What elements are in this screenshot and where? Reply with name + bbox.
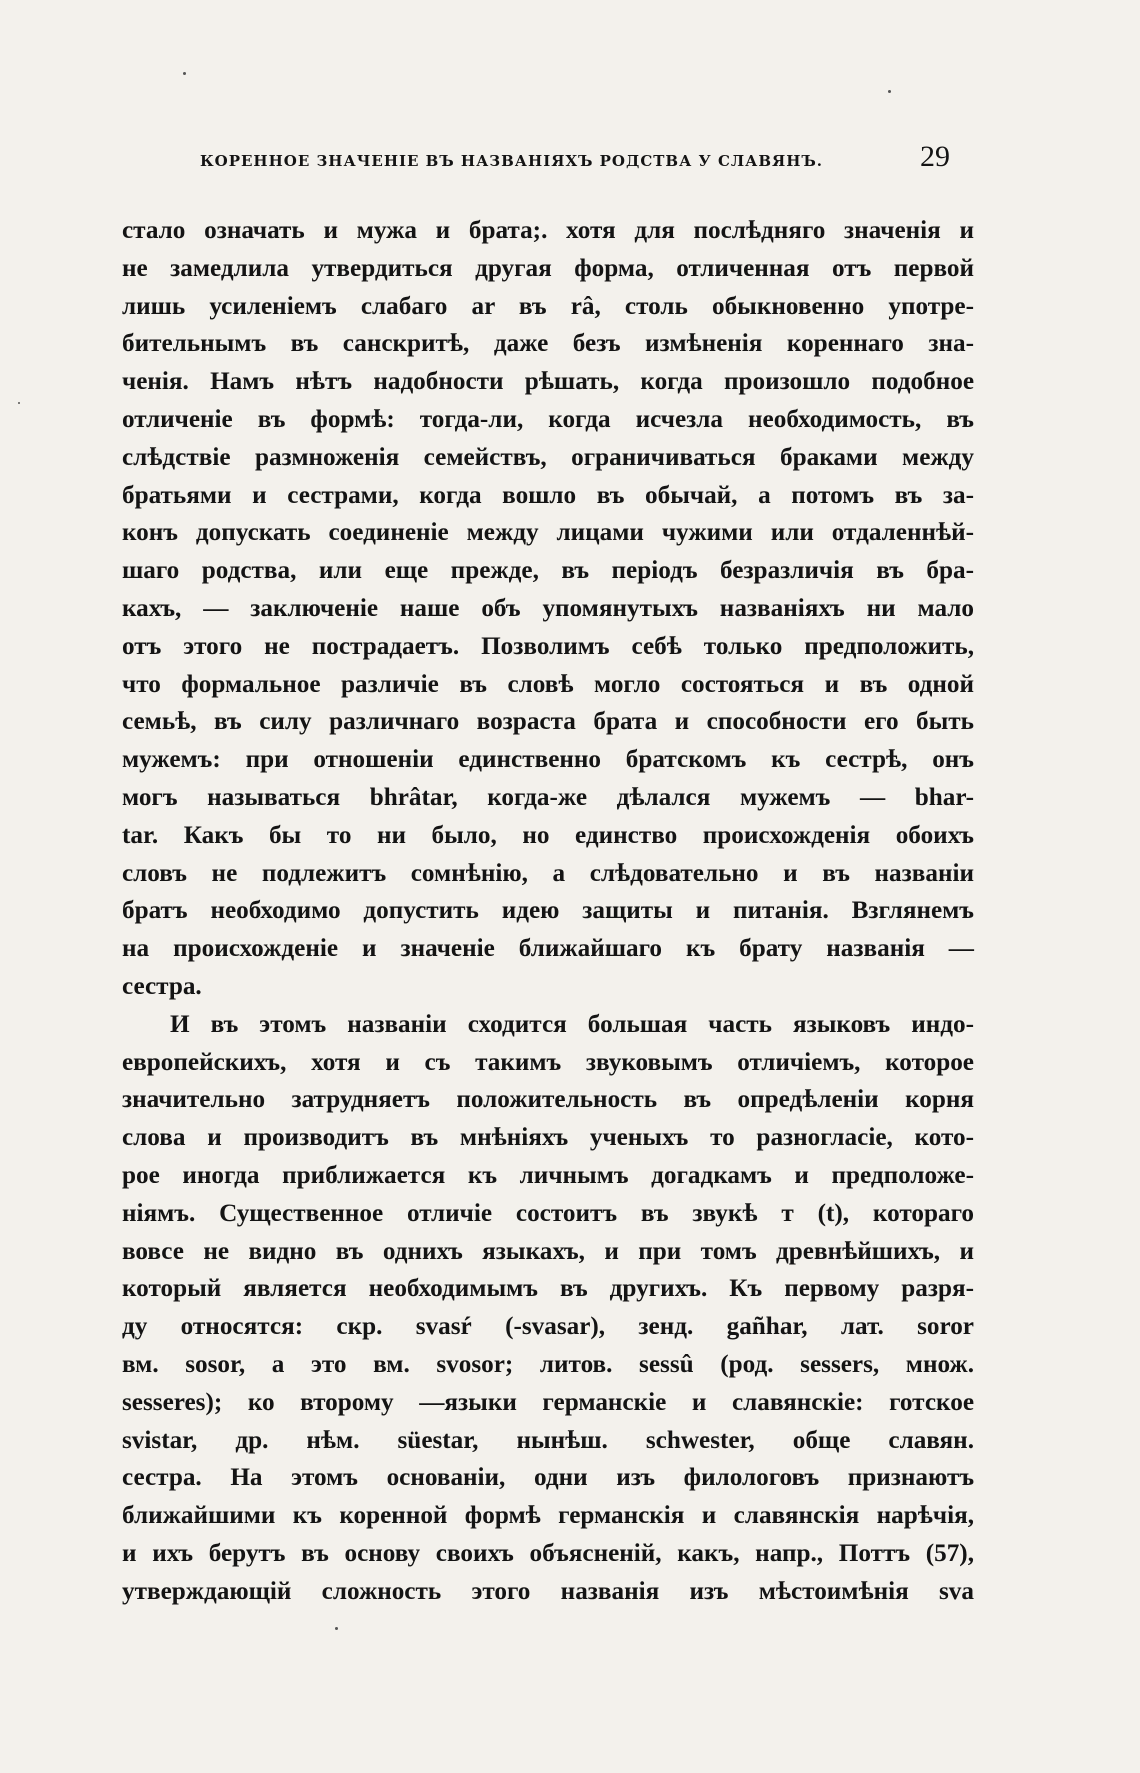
text-line: братьями и сестрами, когда вошло въ обычай, а потомъ въ за- bbox=[122, 481, 974, 509]
text-line: что формальное различіе въ словѣ могло состояться и въ одной bbox=[122, 670, 974, 698]
text-line: шаго родства, или еще прежде, въ періодъ безразличія въ бра- bbox=[122, 557, 974, 585]
text-line: стало означать и мужа и брата;. хотя для послѣдняго значенія и bbox=[122, 217, 974, 244]
text-line: слѣдствіе размноженія семействъ, ограничиваться браками между bbox=[122, 443, 974, 471]
text-line: братъ необходимо допустить идею защиты и питанія. Взглянемъ bbox=[122, 897, 974, 925]
text-line: вм. sosor, а это вм. svosor; литов. sessû (род. sessers, множ. bbox=[122, 1350, 974, 1378]
text-line: сестра. На этомъ основаніи, одни изъ филологовъ признаютъ bbox=[122, 1464, 974, 1492]
scan-speck bbox=[888, 90, 891, 93]
page-header bbox=[200, 140, 950, 174]
text-line: svistar, др. нѣм. süestar, нынѣш. schwester, обще славян. bbox=[122, 1426, 974, 1454]
text-line: ду относятся: скр. svasŕ (-svasar), зенд. gañhar, лат. soror bbox=[122, 1313, 974, 1341]
text-line: вовсе не видно въ однихъ языкахъ, и при томъ древнѣйшихъ, и bbox=[122, 1237, 974, 1265]
text-line: ніямъ. Существенное отличіе состоитъ въ звукѣ т (t), котораго bbox=[122, 1199, 974, 1227]
scan-speck bbox=[335, 1627, 338, 1630]
paragraph-start-line: И въ этомъ названіи сходится большая часть языковъ индо- bbox=[170, 1010, 974, 1038]
page-number: 29 bbox=[920, 140, 950, 173]
text-line: европейскихъ, хотя и съ такимъ звуковымъ отличіемъ, которое bbox=[122, 1048, 974, 1076]
text-line: рое иногда приближается къ личнымъ догадкамъ и предположе- bbox=[122, 1161, 974, 1189]
text-line: сестра. bbox=[122, 972, 202, 1000]
text-line: лишь усиленіемъ слабаго ar въ râ, столь обыкновенно употре- bbox=[122, 292, 974, 320]
text-line: который является необходимымъ въ другихъ. Къ первому разря- bbox=[122, 1275, 974, 1303]
text-line: значительно затрудняетъ положительность въ опредѣленіи корня bbox=[122, 1086, 974, 1114]
text-line: и ихъ берутъ въ основу своихъ объясненій, какъ, напр., Поттъ (57), bbox=[122, 1539, 974, 1567]
text-line: tar. Какъ бы то ни было, но единство происхожденія обоихъ bbox=[122, 821, 974, 849]
text-line: sesseres); ко второму —языки германскіе и славянскіе: готское bbox=[122, 1388, 974, 1416]
page-body bbox=[122, 212, 974, 1610]
text-line: бительнымъ въ санскритѣ, даже безъ измѣненія кореннаго зна- bbox=[122, 330, 974, 358]
text-line: слова и производитъ въ мнѣніяхъ ученыхъ то разногласіе, кото- bbox=[122, 1124, 974, 1152]
text-line: ближайшими къ коренной формѣ германскія и славянскія нарѣчія, bbox=[122, 1502, 974, 1530]
scan-speck bbox=[18, 402, 20, 404]
text-line: мужемъ: при отношеніи единственно братскомъ къ сестрѣ, онъ bbox=[122, 746, 974, 774]
text-line: отъ этого не пострадаетъ. Позволимъ себѣ только предположить, bbox=[122, 632, 974, 660]
text-line: могъ называться bhrâtar, когда-же дѣлался мужемъ — bhar- bbox=[122, 783, 974, 811]
text-line: кахъ, — заключеніе наше объ упомянутыхъ названіяхъ ни мало bbox=[122, 594, 974, 622]
text-line: семьѣ, въ силу различнаго возраста брата и способности его быть bbox=[122, 708, 974, 736]
running-title: КОРЕННОЕ ЗНАЧЕНІЕ ВЪ НАЗВАНІЯХЪ РОДСТВА У СЛАВЯНЪ. bbox=[200, 152, 824, 170]
text-line: отличеніе въ формѣ: тогда-ли, когда исчезла необходимость, въ bbox=[122, 405, 974, 433]
text-line: утверждающій сложность этого названія изъ мѣстоимѣнія sva bbox=[122, 1577, 974, 1605]
text-line: словъ не подлежитъ сомнѣнію, а слѣдовательно и въ названіи bbox=[122, 859, 974, 887]
text-line: на происхожденіе и значеніе ближайшаго къ брату названія — bbox=[122, 935, 974, 963]
text-line: конъ допускать соединеніе между лицами чужими или отдаленнѣй- bbox=[122, 519, 974, 547]
scan-speck bbox=[183, 72, 186, 75]
text-line: не замедлила утвердиться другая форма, отличенная отъ первой bbox=[122, 254, 974, 282]
text-line: ченія. Намъ нѣтъ надобности рѣшать, когда произошло подобное bbox=[122, 368, 974, 396]
